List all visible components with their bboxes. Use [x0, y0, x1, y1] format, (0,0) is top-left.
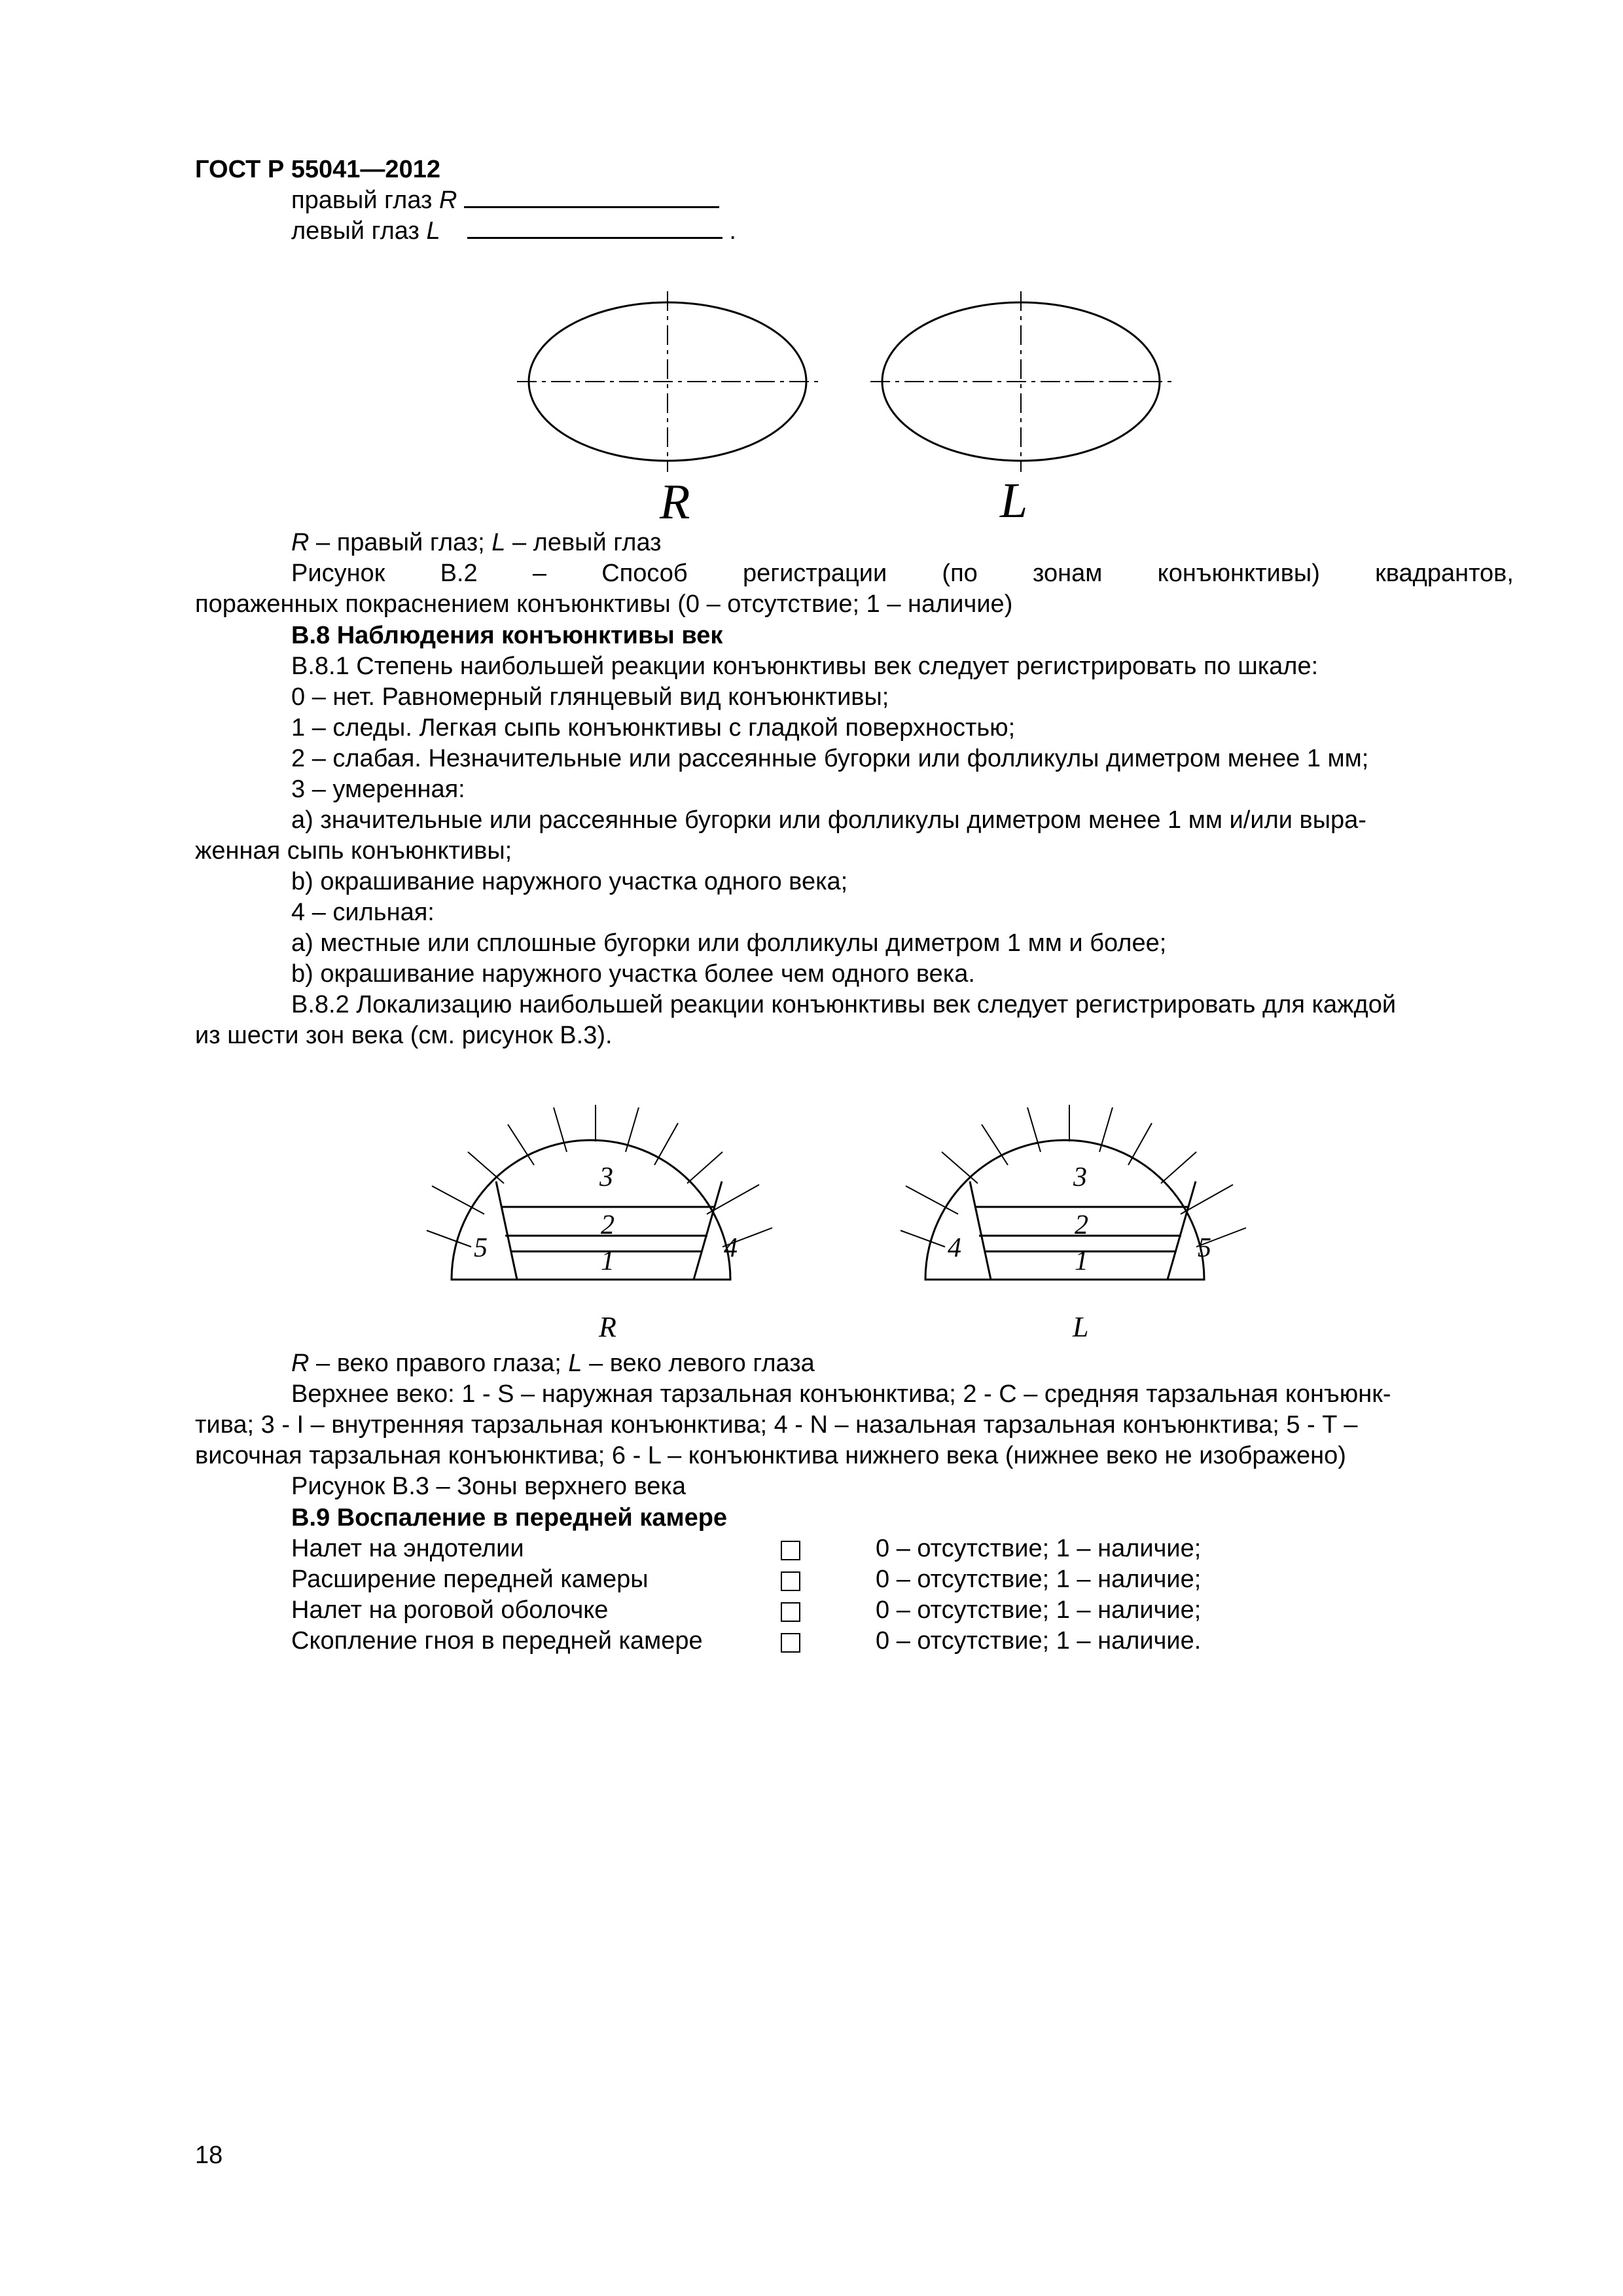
figure-b3-legend [291, 1348, 815, 1378]
b9-row-4-label: Скопление гноя в передней камере [291, 1627, 703, 1655]
r-zone-5-label: 5 [474, 1233, 488, 1263]
figure-b2-letter-r: R [660, 475, 690, 529]
legend-b3-l: L [568, 1350, 582, 1377]
left-eyelid-diagram [901, 1105, 1246, 1343]
scale-0: 0 – нет. Равномерный глянцевый вид конъюнктивы; [291, 683, 889, 711]
figure-b2-caption-line2: пораженных покраснением конъюнктивы (0 – отсутствие; 1 – наличие) [195, 590, 1013, 618]
r-zone-3-label: 3 [599, 1162, 613, 1193]
b9-row-1-options: 0 – отсутствие; 1 – наличие; [876, 1535, 1202, 1562]
right-eye-field [291, 185, 719, 215]
r-eyelid-letter: R [599, 1311, 616, 1343]
right-eye-letter: R [439, 187, 457, 214]
right-eye-blank[interactable] [464, 187, 719, 208]
figure-b3-eyelids [406, 1100, 1296, 1348]
b9-row-1-label: Налет на эндотелии [291, 1535, 524, 1562]
figure-b3-desc-line1: Верхнее веко: 1 - S – наружная тарзальная конъюнктива; 2 - C – средняя тарзальная конъюнк- [291, 1380, 1391, 1408]
right-eyelid-diagram [427, 1105, 772, 1343]
l-zone-1-label: 1 [1075, 1246, 1088, 1276]
figure-b2-legend [291, 528, 662, 558]
scale-3: 3 – умеренная: [291, 776, 465, 803]
legend-r-text: – правый глаз; [309, 529, 492, 556]
b9-row-3-checkbox[interactable] [781, 1602, 800, 1622]
l-eyelid-letter: L [1073, 1311, 1089, 1343]
caption-word: – [532, 560, 546, 587]
caption-word: конъюнктивы) [1157, 560, 1320, 587]
left-eye-letter: L [426, 217, 440, 245]
b9-row-2-options: 0 – отсутствие; 1 – наличие; [876, 1566, 1202, 1593]
scale-1: 1 – следы. Легкая сыпь конъюнктивы с гладкой поверхностью; [291, 714, 1016, 742]
figure-b3-desc-line3: височная тарзальная конъюнктива; 6 - L – конъюнктива нижнего века (нижнее веко не изображено) [195, 1442, 1346, 1469]
figure-b3-desc-line2: тива; 3 - I – внутренняя тарзальная конъюнктива; 4 - N – назальная тарзальная конъюнктива; 5 - T – [195, 1411, 1358, 1439]
b9-row-2-checkbox[interactable] [781, 1571, 800, 1591]
caption-word: В.2 [440, 560, 478, 587]
r-zone-4-label: 4 [724, 1233, 738, 1263]
legend-r: R [291, 529, 310, 556]
r-zone-2-label: 2 [601, 1210, 615, 1240]
b8-paragraph-2-line2: из шести зон века (см. рисунок В.3). [195, 1022, 613, 1049]
section-b8-heading: В.8 Наблюдения конъюнктивы век [291, 622, 723, 649]
legend-b3-r-text: – веко правого глаза; [309, 1350, 569, 1377]
caption-word: квадрантов, [1375, 560, 1514, 587]
caption-word: Способ [601, 560, 688, 587]
scale-4: 4 – сильная: [291, 899, 435, 926]
scale-4b: b) окрашивание наружного участка более чем одного века. [291, 960, 975, 988]
section-b9-heading: В.9 Воспаление в передней камере [291, 1504, 728, 1532]
b8-paragraph-1: В.8.1 Степень наибольшей реакции конъюнктивы век следует регистрировать по шкале: [291, 653, 1319, 680]
left-eye-period: . [729, 217, 736, 245]
caption-word: зонам [1033, 560, 1103, 587]
l-zone-5-label: 5 [1198, 1233, 1211, 1263]
page-number: 18 [195, 2142, 223, 2169]
b9-row-4-checkbox[interactable] [781, 1633, 800, 1653]
legend-b3-r: R [291, 1350, 310, 1377]
caption-word: регистрации [742, 560, 887, 587]
scale-3a-line1: а) значительные или рассеянные бугорки или фолликулы диметром менее 1 мм и/или выра- [291, 806, 1366, 834]
figure-b2-letter-l: L [1000, 473, 1028, 528]
scale-2: 2 – слабая. Незначительные или рассеянные бугорки или фолликулы диметром менее 1 мм; [291, 745, 1369, 772]
b8-paragraph-2-line1: В.8.2 Локализацию наибольшей реакции конъюнктивы век следует регистрировать для каждой [291, 991, 1397, 1018]
b9-row-3-label: Налет на роговой оболочке [291, 1596, 609, 1624]
caption-word: Рисунок [291, 560, 385, 587]
figure-b2-caption-line1 [291, 558, 1514, 588]
left-eye-blank[interactable] [467, 217, 722, 239]
legend-b3-l-text: – веко левого глаза [582, 1350, 815, 1377]
figure-b2-caption-text [291, 558, 1514, 588]
scale-4a: а) местные или сплошные бугорки или фолликулы диметром 1 мм и более; [291, 929, 1167, 957]
b9-row-2-label: Расширение передней камеры [291, 1566, 649, 1593]
document-code: ГОСТ Р 55041—2012 [195, 156, 440, 183]
scale-3b: b) окрашивание наружного участка одного века; [291, 868, 848, 895]
l-zone-2-label: 2 [1075, 1210, 1088, 1240]
legend-l: L [491, 529, 506, 556]
l-zone-3-label: 3 [1073, 1162, 1087, 1193]
b9-row-3-options: 0 – отсутствие; 1 – наличие; [876, 1596, 1202, 1624]
b9-row-4-options: 0 – отсутствие; 1 – наличие. [876, 1627, 1202, 1655]
right-eye-label: правый глаз [291, 187, 433, 214]
left-eye-field [291, 216, 736, 246]
figure-b2-eyes [497, 288, 1178, 537]
r-zone-1-label: 1 [601, 1246, 615, 1276]
left-eye-label: левый глаз [291, 217, 419, 245]
legend-l-text: – левый глаз [505, 529, 662, 556]
l-zone-4-label: 4 [948, 1233, 961, 1263]
caption-word: (по [942, 560, 978, 587]
figure-b3-caption: Рисунок В.3 – Зоны верхнего века [291, 1473, 687, 1500]
b9-row-1-checkbox[interactable] [781, 1541, 800, 1560]
scale-3a-line2: женная сыпь конъюнктивы; [195, 837, 512, 865]
